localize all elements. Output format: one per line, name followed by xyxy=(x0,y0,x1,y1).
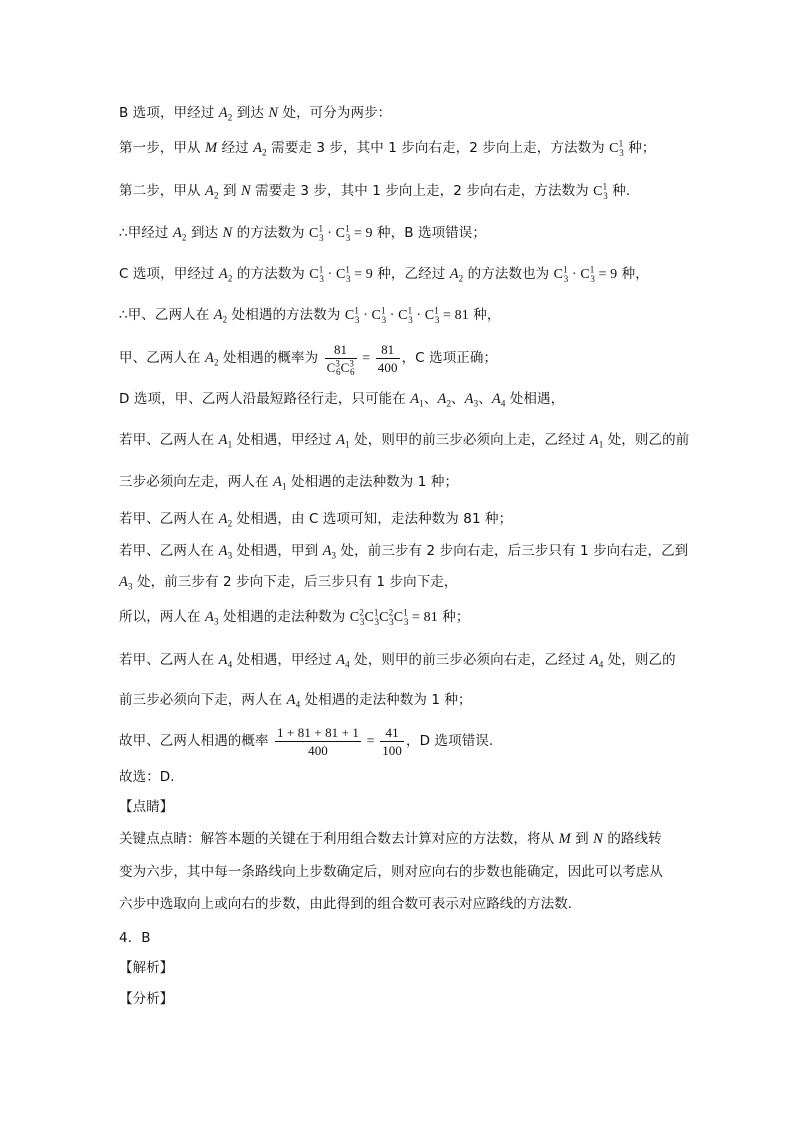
text: 处，可分为两步： xyxy=(278,105,392,121)
equation-result: = 9 xyxy=(594,267,618,282)
heading-text: 【分析】 xyxy=(119,991,174,1007)
math-var: A xyxy=(286,692,296,708)
math-var: A xyxy=(322,543,332,559)
section-heading-fenxi xyxy=(119,989,679,1009)
combination-symbol: C xyxy=(335,226,346,241)
combination-symbol: C xyxy=(393,610,404,625)
text: 变为六步，其中每一条路线向上步数确定后，则对应向右的步数也能确定，因此可以考虑从 xyxy=(119,864,663,880)
subscript: 3 xyxy=(473,398,479,409)
subscript: 4 xyxy=(500,398,506,409)
math-var: A xyxy=(589,652,599,668)
fraction-denominator: 400 xyxy=(377,359,398,375)
text: 故甲、乙两人相遇的概率 xyxy=(119,733,273,749)
text-line-6 xyxy=(119,305,679,326)
superscript: 1 xyxy=(407,305,413,316)
combination-symbol: C xyxy=(309,267,319,282)
probability-result-fraction xyxy=(380,725,404,758)
text: 前三步必须向下走，两人在 xyxy=(119,692,287,708)
text-line-10 xyxy=(119,472,679,492)
subscript: 3 xyxy=(345,232,351,243)
math-var: A xyxy=(213,307,223,323)
text: 处相遇的走法种数为 1 种； xyxy=(300,692,472,708)
fraction-numerator: 81 xyxy=(325,342,357,359)
text: 六步中选取向上或向右的步数，由此得到的组合数可表示对应路线的方法数. xyxy=(119,896,573,912)
section-heading-dianjing xyxy=(119,797,679,817)
superscript: 1 xyxy=(354,305,359,316)
subscript: 3 xyxy=(381,314,387,325)
text-line-5 xyxy=(119,264,679,285)
combination-symbol: C xyxy=(364,610,374,625)
text: 处，则乙的前 xyxy=(603,432,690,448)
text: C 选项，甲经过 xyxy=(119,266,219,282)
equation-result: = 81 xyxy=(439,308,469,323)
subscript: 2 xyxy=(458,273,464,284)
text: 甲、乙两人在 xyxy=(119,350,205,366)
text: 关键点点睛：解答本题的关键在于利用组合数去计算对应的方法数，将从 xyxy=(119,831,559,847)
text: 种； xyxy=(437,609,470,625)
superscript: 1 xyxy=(434,305,439,316)
text: ，D 选项错误. xyxy=(406,733,494,749)
question-answer: 4．B xyxy=(119,930,151,946)
text-line-12 xyxy=(119,541,689,561)
text: 处相遇，甲经过 xyxy=(232,432,337,448)
subscript: 6 xyxy=(349,367,355,378)
fraction-denominator: 400 xyxy=(308,742,328,758)
subscript: 3 xyxy=(359,616,365,627)
text: 的方法数为 xyxy=(232,266,310,282)
text: 处相遇， xyxy=(505,391,565,407)
math-var: A xyxy=(205,350,214,366)
text: 需要走 3 步，其中 1 步向上走，2 步向右走，方法数为 xyxy=(250,183,594,199)
text-line-9 xyxy=(119,430,690,450)
subscript: 2 xyxy=(262,147,267,158)
text: ∴甲、乙两人在 xyxy=(119,307,214,323)
text: 处，则甲的前三步必须向右走，乙经过 xyxy=(349,652,590,668)
combination-symbol: C xyxy=(344,308,355,323)
equals-sign: = xyxy=(363,734,379,749)
math-var: N xyxy=(222,225,233,241)
text: 处相遇，由 C 选项可知，走法种数为 81 种； xyxy=(232,511,513,527)
math-var: N xyxy=(268,105,279,121)
text: D 选项，甲、乙两人沿最短路径行走，只可能在 xyxy=(119,391,411,407)
math-var: A xyxy=(218,266,228,282)
combination-symbol: C xyxy=(593,184,603,199)
combination-symbol: C xyxy=(580,267,590,282)
combination-symbol: C xyxy=(398,308,408,323)
probability-fraction xyxy=(275,725,361,758)
subscript: 3 xyxy=(590,273,595,284)
math-var: A xyxy=(205,609,214,625)
text: 处相遇的走法种数为 xyxy=(218,609,350,625)
subscript: 3 xyxy=(213,616,219,627)
math-var: A xyxy=(449,266,459,282)
subscript: 1 xyxy=(345,439,350,450)
superscript: 1 xyxy=(373,607,379,618)
text-line-18 xyxy=(119,767,679,787)
fraction-denominator xyxy=(325,358,357,378)
subscript: 3 xyxy=(389,616,394,627)
text: ，C 选项正确； xyxy=(401,350,498,366)
text-line-11 xyxy=(119,509,679,529)
text: 经过 xyxy=(217,140,254,156)
subscript: 3 xyxy=(319,273,324,284)
equation-result: = 9 xyxy=(350,267,373,282)
math-var: A xyxy=(218,652,228,668)
math-var: A xyxy=(205,183,214,199)
text: ∴甲经过 xyxy=(119,225,173,241)
subscript: 3 xyxy=(563,273,569,284)
subscript: 4 xyxy=(345,659,350,670)
section-heading-jiexi xyxy=(119,958,679,978)
superscript: 2 xyxy=(359,607,364,618)
subscript: 2 xyxy=(213,190,219,201)
superscript: 1 xyxy=(380,305,386,316)
equation-result: = 81 xyxy=(408,610,438,625)
text: 处相遇的方法数为 xyxy=(227,307,345,323)
text: 到 xyxy=(570,831,594,847)
separator: 、 xyxy=(423,391,438,407)
combination-symbol: C xyxy=(371,308,381,323)
text: 种， xyxy=(468,307,501,323)
text: 若甲、乙两人在 xyxy=(119,543,219,559)
text: 三步必须向左走，两人在 xyxy=(119,474,273,490)
subscript: 1 xyxy=(227,439,233,450)
subscript: 3 xyxy=(127,581,133,592)
text: 第二步，甲从 xyxy=(119,183,205,199)
fraction-numerator: 81 xyxy=(376,342,400,359)
text-line-4 xyxy=(119,223,679,244)
math-var: A xyxy=(218,543,228,559)
math-var: A xyxy=(589,432,599,448)
superscript: 1 xyxy=(345,264,350,275)
text-line-21 xyxy=(119,862,679,882)
math-var: A xyxy=(464,391,474,407)
text: 处相遇，甲经过 xyxy=(232,652,337,668)
combination-symbol: C xyxy=(553,267,564,282)
combination-symbol: C xyxy=(609,141,619,156)
text-line-14 xyxy=(119,607,679,628)
text: 的方法数也为 xyxy=(463,266,554,282)
math-var: A xyxy=(218,432,228,448)
text: 若甲、乙两人在 xyxy=(119,652,219,668)
text-line-22 xyxy=(119,894,679,914)
text: 处，前三步有 2 步向下走，后三步只有 1 步向下走， xyxy=(132,574,458,590)
combination-symbol: C xyxy=(326,359,336,375)
text: 处相遇的走法种数为 1 种； xyxy=(286,474,459,490)
fraction-numerator: 41 xyxy=(380,725,404,742)
text: 所以，两人在 xyxy=(119,609,205,625)
superscript: 1 xyxy=(318,264,324,275)
math-var: A xyxy=(253,140,263,156)
subscript: 3 xyxy=(227,550,233,561)
text-line-3 xyxy=(119,181,679,202)
subscript: 3 xyxy=(603,190,608,201)
dot-operator: · xyxy=(359,308,372,323)
text: 种， xyxy=(617,266,649,282)
superscript: 3 xyxy=(349,358,354,369)
text: 处相遇，甲到 xyxy=(232,543,323,559)
superscript: 1 xyxy=(345,223,350,234)
text: 处，则乙的 xyxy=(603,652,676,668)
text: 需要走 3 步，其中 1 步向右走，2 步向上走，方法数为 xyxy=(266,140,610,156)
text-line-8 xyxy=(119,389,679,409)
combination-symbol: C xyxy=(379,610,389,625)
text: B 选项，甲经过 xyxy=(119,105,219,121)
text: 种，B 选项错误； xyxy=(372,225,486,241)
subscript: 1 xyxy=(419,398,424,409)
question-number xyxy=(119,928,679,948)
subscript: 3 xyxy=(346,273,351,284)
combination-symbol: C xyxy=(349,610,360,625)
text: 若甲、乙两人在 xyxy=(119,432,219,448)
fraction-numerator: 1 + 81 + 81 + 1 xyxy=(277,724,359,740)
math-var: A xyxy=(218,105,228,121)
equation-result: = 9 xyxy=(350,226,373,241)
math-var: M xyxy=(205,140,218,156)
subscript: 2 xyxy=(227,518,233,529)
math-var: A xyxy=(410,391,420,407)
subscript: 4 xyxy=(227,659,233,670)
subscript: 3 xyxy=(408,314,413,325)
text: 的方法数为 xyxy=(232,225,310,241)
combination-symbol: C xyxy=(424,308,435,323)
subscript: 1 xyxy=(281,481,287,492)
subscript: 2 xyxy=(446,398,452,409)
subscript: 6 xyxy=(335,367,341,378)
fraction-denominator: 100 xyxy=(382,742,403,758)
separator: 、 xyxy=(478,391,492,407)
math-var: A xyxy=(336,432,346,448)
text: 的路线转 xyxy=(602,831,662,847)
math-var: N xyxy=(240,183,251,199)
subscript: 4 xyxy=(598,659,604,670)
equals-sign: = xyxy=(358,351,374,366)
combination-symbol: C xyxy=(340,359,350,375)
probability-fraction xyxy=(325,341,357,378)
subscript: 1 xyxy=(598,439,604,450)
text: 到达 xyxy=(232,105,269,121)
math-var: N xyxy=(593,831,603,847)
text-line-17 xyxy=(119,724,679,758)
math-var: A xyxy=(273,474,282,490)
dot-operator: · xyxy=(412,308,425,323)
text: 第一步，甲从 xyxy=(119,140,205,156)
superscript: 1 xyxy=(403,607,408,618)
superscript: 1 xyxy=(563,264,568,275)
text-line-20 xyxy=(119,829,679,849)
subscript: 3 xyxy=(619,147,624,158)
math-var: A xyxy=(336,652,346,668)
text: 种. xyxy=(607,183,631,199)
subscript: 3 xyxy=(374,616,380,627)
math-var: A xyxy=(119,574,128,590)
combination-symbol: C xyxy=(309,226,319,241)
text-line-1 xyxy=(119,103,679,123)
text: 种； xyxy=(623,140,656,156)
dot-operator: · xyxy=(568,267,581,282)
dot-operator: · xyxy=(323,226,336,241)
subscript: 2 xyxy=(213,357,219,368)
superscript: 1 xyxy=(318,223,324,234)
math-var: A xyxy=(437,391,447,407)
math-var: M xyxy=(558,831,571,847)
heading-text: 【点睛】 xyxy=(119,799,174,815)
text: 种，乙经过 xyxy=(372,266,450,282)
subscript: 4 xyxy=(295,699,301,710)
text-line-7 xyxy=(119,341,679,378)
subscript: 3 xyxy=(403,616,409,627)
subscript: 3 xyxy=(331,550,337,561)
text-line-13 xyxy=(119,572,679,592)
text-line-2 xyxy=(119,138,679,159)
superscript: 2 xyxy=(388,607,394,618)
subscript: 3 xyxy=(319,232,324,243)
separator: 、 xyxy=(451,391,465,407)
text: 到达 xyxy=(186,225,223,241)
probability-result-fraction xyxy=(376,342,400,375)
math-var: A xyxy=(491,391,501,407)
superscript: 1 xyxy=(589,264,595,275)
dot-operator: · xyxy=(323,267,336,282)
heading-text: 【解析】 xyxy=(119,960,174,976)
subscript: 2 xyxy=(222,314,228,325)
subscript: 2 xyxy=(181,232,187,243)
text: 处，则甲的前三步必须向上走，乙经过 xyxy=(349,432,590,448)
text-line-15 xyxy=(119,650,679,670)
superscript: 1 xyxy=(602,181,608,192)
combination-symbol: C xyxy=(335,267,346,282)
math-var: A xyxy=(172,225,182,241)
subscript: 2 xyxy=(227,273,233,284)
subscript: 3 xyxy=(354,314,360,325)
math-var: A xyxy=(218,511,228,527)
superscript: 3 xyxy=(335,358,340,369)
superscript: 1 xyxy=(618,138,624,149)
text-line-16 xyxy=(119,690,679,710)
text: 若甲、乙两人在 xyxy=(119,511,219,527)
subscript: 2 xyxy=(227,112,233,123)
subscript: 3 xyxy=(434,314,440,325)
answer-line: 故选：D. xyxy=(119,769,175,785)
dot-operator: · xyxy=(386,308,399,323)
text: 到 xyxy=(218,183,241,199)
text: 处相遇的概率为 xyxy=(218,350,323,366)
text: 处，前三步有 2 步向右走，后三步只有 1 步向右走，乙到 xyxy=(336,543,689,559)
